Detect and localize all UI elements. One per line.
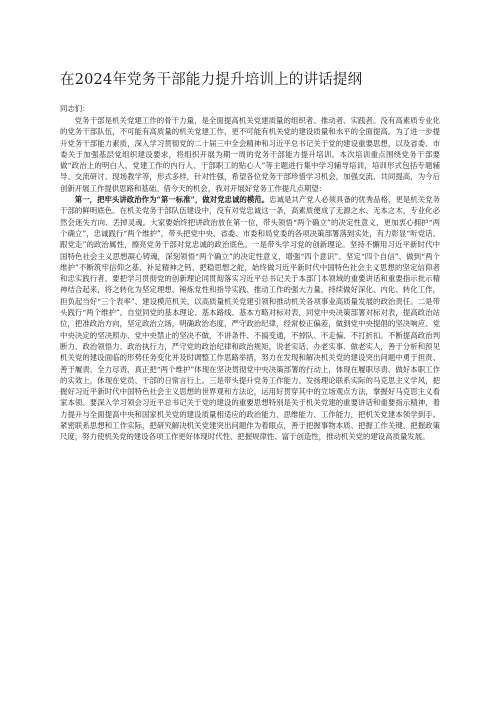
point-one-paragraph (60, 194, 440, 443)
point-one-body: 忠诚是共产党人必须具备的优秀品格，更是机关党务干部的鲜明底色。在机关党务干部队伍建设中，没有对党忠诚这一条，高素质便成了无源之水、无本之木，专业化必然会迷失方向、丢掉灵魂。大家要始终把讲政治放在第一位，带头领悟“两个确立”的决定性意义，更加衷心拥护“两个确立”，忠诚践行“两个维护”，带头把党中央、省委、市委和局党委的各项决策部署落到实处，有力彰显“听党话、跟党走”的政治属性，擦亮党务干部对党忠诚的政治底色。一是带头学习党的创新理论。坚持不懈用习近平新时代中国特色社会主义思想凝心铸魂，深刻领悟“两个确立”的决定性意义，增强“四个意识”、坚定“四个自信”、做到“两个维护”不断筑牢信仰之基、补足精神之钙、把稳思想之舵，始终做习近平新时代中国特色社会主义思想的坚定信仰者和忠实践行者。要把学习贯彻党的创新理论同贯彻落实习近平总书记关于本部门本领域的重要讲话和重要指示批示精神结合起来，将之转化为坚定理想、锤炼党性和指导实践、推动工作的强大力量，持续做好深化、内化、转化工作，担负起当好“三个表率”、建设模范机关，以高质量机关党建引领和推动机关各项事业高质量发展的政治责任。二是带头践行“两个维护”。自觉同党的基本理论、基本路线、基本方略对标对表，同党中央决策部署对标对表，提高政治站位，把准政治方向，坚定政治立场，明确政治态度，严守政治纪律，经常校正偏差，做到党中央提倡的坚决响应、党中央决定的坚决照办、党中央禁止的坚决不做，不讲条件、不搞变通，不掉队、不走偏、不打折扣。不断提高政治判断力、政治领悟力、政治执行力，严守党的政治纪律和政治规矩，说老实话、办老实事、做老实人，善于分析和预见机关党的建设面临的形势任务变化并及时调整工作思路举措，努力在发现和解决机关党的建设突出问题中勇于担责、善于履责、全力尽责，真正把“两个维护”体现在坚决贯彻党中央决策部署的行动上，体现在履职尽责、做好本职工作的实效上，体现在党员、干部的日常言行上。三是带头提升党务工作能力。发扬理论联系实际的马克思主义学风，把握好习近平新时代中国特色社会主义思想的世界观和方法论，运用好贯穿其中的立场观点方法，掌握好马克思主义看家本领。要深入学习领会习近平总书记关于党的建设的重要思想特别是关于机关党建的重要讲话和重要指示精神，着力提升与全面提高中央和国家机关党的建设质量相适应的政治能力、思维能力、工作能力，把机关党建本领学到手。紧密联系思想和工作实际，把研究解决机关党建突出问题作为着眼点，善于把握事物本质、把握工作关键、把握政策尺度，努力使机关党的建设各项工作更好体现时代性、把握规律性、富于创造性，推动机关党的建设高质量发展。 (60, 195, 440, 442)
salutation: 同志们： (60, 104, 90, 113)
point-one-heading: 第一，把牢头讲政治作为“第一标准”，做对党忠诚的模范。 (74, 195, 270, 205)
document-title: 在2024年党务干部能力提升培训上的讲话提纲 (60, 72, 363, 88)
intro-paragraph: 党务干部是机关党建工作的骨干力量，是全面提高机关党建质量的组织者、推动者、实践者。没有高素质专业化的党务干部队伍，不可能有高质量的机关党建工作，更不可能有机关党的建设质量和水平的全面提高。为了进一步提升党务干部能力素质，深入学习贯彻党的二十届三中全会精神和习近平总书记关于党的建设重要思想，以及省委、市委关于加强基层党组织建设要求，将组织开展为期一周的党务干部能力提升培训。本次培训重点围绕党务干部要做“政治上的明白人、党建工作的内行人、干部职工的贴心人”等主题进行集中学习辅导培训，培训形式包括专题辅导、交流研讨、现场教学等，形式多样，针对性强，希望各位党务干部珍惜学习机会，加强交流、共同提高，为今后创新开展工作提供思路和基础。借今天的机会，我对开展好党务工作提几点期望： (60, 116, 440, 193)
